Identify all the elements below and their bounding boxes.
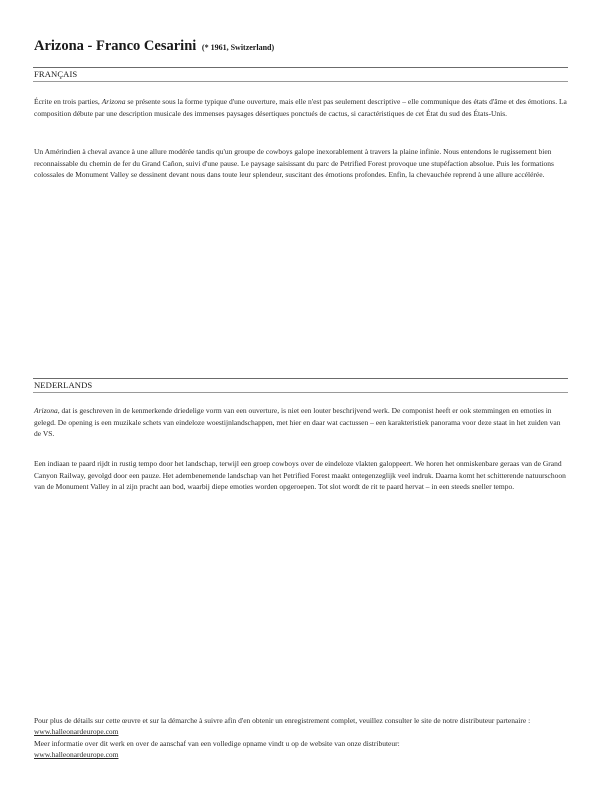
footer-french-text: Pour plus de détails sur cette œuvre et sur la démarche à suivre afin d'en obtenir un enregistrement complet, veuillez consulter le site de notre distributeur partenaire :: [34, 716, 531, 725]
footer-info: [34, 715, 568, 761]
french-p1-work-title: Arizona: [101, 97, 126, 106]
footer-dutch: [34, 738, 568, 761]
footer-dutch-link[interactable]: www.halleonardeurope.com: [34, 750, 119, 760]
page-title: [34, 38, 274, 55]
section-rule-top-french: [33, 67, 568, 68]
dutch-p1-rest: , dat is geschreven in de kenmerkende driedelige vorm van een ouverture, is niet een louter beschrijvend werk. De componist heeft er ook stemmingen en emoties in gelegd. De opening is een muzikale schets van eindeloze woestijnlandschappen, met hier en daar wat cactussen – een karakteristiek panorama voor deze staat in het zuiden van de VS.: [34, 406, 561, 439]
section-heading-dutch: NEDERLANDS: [34, 380, 93, 390]
section-rule-bottom-dutch: [33, 392, 568, 393]
footer-french-link[interactable]: www.halleonardeurope.com: [34, 727, 119, 737]
footer-french: [34, 715, 568, 738]
section-heading-french: FRANÇAIS: [34, 69, 78, 79]
french-paragraph-1: [34, 96, 568, 119]
dutch-paragraph-2: Een indiaan te paard rijdt in rustig tempo door het landschap, terwijl een groep cowboys over de eindeloze vlakten galoppeert. We horen het onmiskenbare geraas van de Grand Canyon Railway, gevolgd door een pauze. Het adembenemende landschap van het Petrified Forest maakt ontegenzeglijk veel indruk. Daarna komt het schitterende natuurschoon van de Monument Valley in al zijn pracht aan bod, waarbij diepe emoties worden opgeroepen. Tot slot wordt de rit te paard hervat – in een steeds sneller tempo.: [34, 459, 566, 492]
composer-dates: (* 1961, Switzerland): [201, 43, 275, 52]
section-rule-top-dutch: [33, 378, 568, 379]
french-p1-lead: Écrite en trois parties,: [34, 97, 102, 106]
french-paragraph-2: Un Amérindien à cheval avance à une allure modérée tandis qu'un groupe de cowboys galope inexorablement à travers la plaine infinie. Nous entendons le rugissement bien reconnaissable du chemin de fer du Grand Cañon, suivi d'une pause. Le paysage saisissant du parc de Petrified Forest provoque une stupéfaction absolue. Puis les formations colossales de Monument Valley se dessinent devant nous dans toute leur splendeur, suscitant des émotions profondes. Enfin, la chevauchée reprend à une allure accélérée.: [34, 147, 554, 180]
dutch-p1-work-title: Arizona: [34, 406, 58, 415]
french-p1-rest: se présente sous la forme typique d'une ouverture, mais elle n'est pas seulement descriptive – elle communique des états d'âme et des émotions. La composition débute par une description musicale des immenses paysages désertiques ponctués de cactus, si caractéristiques de cet État du sud des États-Unis.: [34, 97, 567, 118]
title-text: Arizona - Franco Cesarini: [34, 38, 197, 54]
section-rule-bottom-french: [33, 81, 568, 82]
footer-dutch-text: Meer informatie over dit werk en over de aanschaf van een volledige opname vindt u op de website van onze distributeur:: [34, 738, 400, 748]
dutch-paragraph-1: [34, 405, 568, 440]
